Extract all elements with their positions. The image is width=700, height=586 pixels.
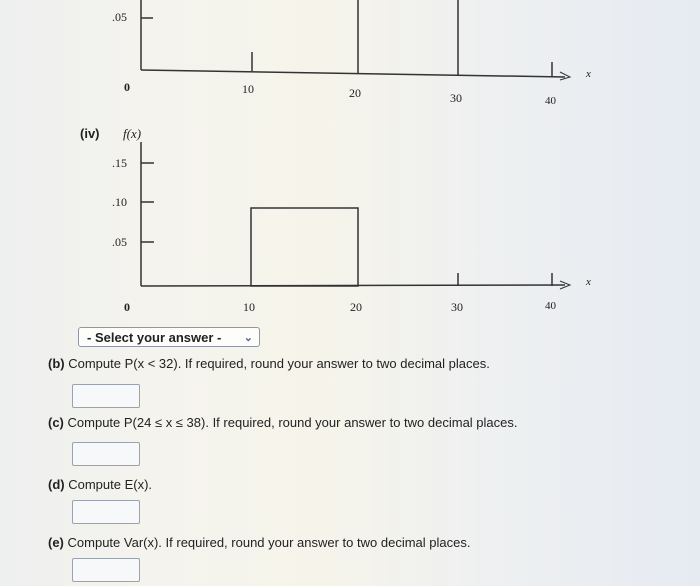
answer-c-input[interactable] xyxy=(72,442,140,466)
y-tick-label: 0 xyxy=(124,300,130,314)
question-tag: (c) xyxy=(48,415,64,430)
answer-select[interactable] xyxy=(78,327,260,347)
x-axis-var: x xyxy=(586,68,591,80)
question-d xyxy=(48,477,152,492)
x-tick-label: 10 xyxy=(243,300,255,314)
x-tick-label: 20 xyxy=(350,300,362,314)
x-tick-label: 10 xyxy=(242,82,254,96)
x-tick-label: 30 xyxy=(450,91,462,105)
x-tick-label: 40 xyxy=(545,300,556,312)
graph-iv-plot xyxy=(0,140,700,300)
graph-iii-plot xyxy=(0,0,700,120)
graph-iv-f-label: f(x) xyxy=(123,126,142,141)
density-rect xyxy=(251,208,358,286)
question-text: Compute P(24 ≤ x ≤ 38). If required, round your answer to two decimal places. xyxy=(67,415,518,430)
question-tag: (e) xyxy=(48,535,64,550)
y-tick-label: 0 xyxy=(124,80,130,94)
answer-b-input[interactable] xyxy=(72,384,140,408)
graph-iv-label: (iv) xyxy=(80,126,100,141)
x-tick-label: 40 xyxy=(545,95,556,107)
answer-d-input[interactable] xyxy=(72,500,140,524)
question-b xyxy=(48,356,490,371)
y-tick-label: .05 xyxy=(112,10,127,24)
question-text: Compute P(x < 32). If required, round your answer to two decimal places. xyxy=(68,356,490,371)
question-e xyxy=(48,535,470,550)
y-tick-label: .05 xyxy=(112,235,127,249)
question-text: Compute Var(x). If required, round your answer to two decimal places. xyxy=(67,535,471,550)
question-tag: (b) xyxy=(48,356,65,371)
question-tag: (d) xyxy=(48,477,65,492)
x-axis-var: x xyxy=(586,276,591,288)
x-tick-label: 20 xyxy=(349,86,361,100)
x-tick-label: 30 xyxy=(451,300,463,314)
chevron-down-icon: ⌄ xyxy=(243,332,253,344)
question-c xyxy=(48,415,518,430)
answer-e-input[interactable] xyxy=(72,558,140,582)
answer-select-label: - Select your answer - xyxy=(87,330,222,345)
y-tick-label: .15 xyxy=(112,156,127,170)
y-tick-label: .10 xyxy=(112,195,127,209)
question-text: Compute E(x). xyxy=(68,477,153,492)
